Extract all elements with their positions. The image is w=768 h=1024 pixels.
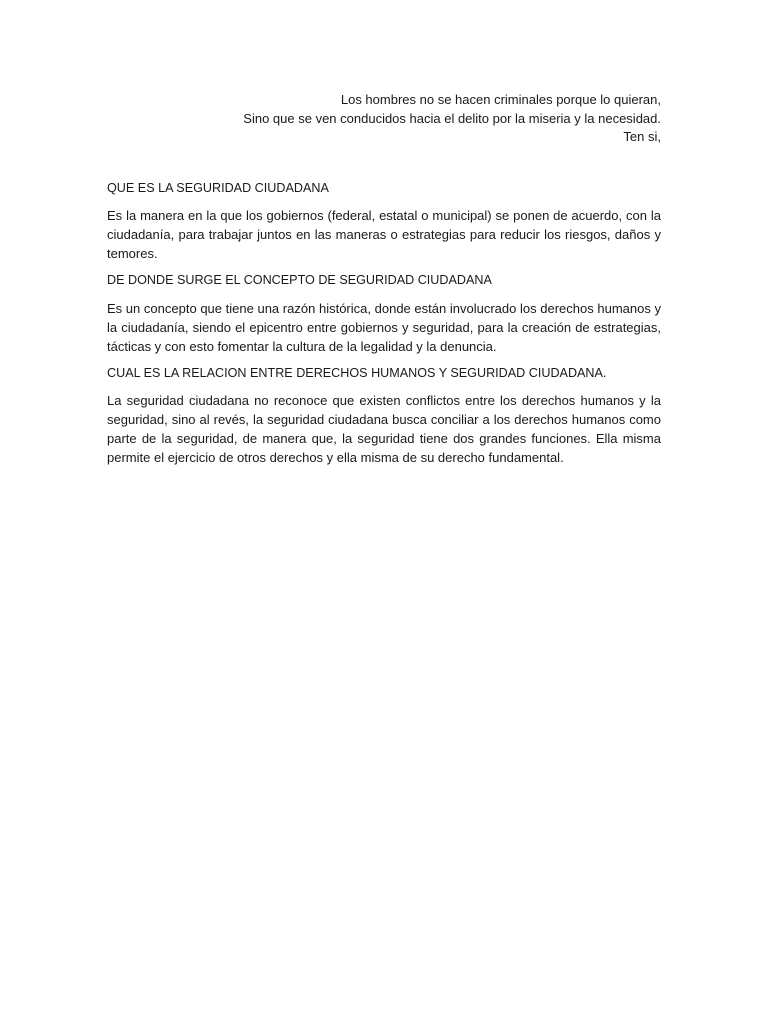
section-seguridad-ciudadana [107, 179, 661, 264]
epigraph-line-3: Ten si, [623, 129, 661, 144]
section-heading: DE DONDE SURGE EL CONCEPTO DE SEGURIDAD CIUDADANA [107, 273, 492, 287]
epigraph-line-1: Los hombres no se hacen criminales porque lo quieran, [340, 92, 661, 107]
section-paragraph: Es un concepto que tiene una razón histórica, donde están involucrado los derechos humanos y la ciudadanía, siendo el epicentro entre gobiernos y seguridad, para la creación de estrategias, tácticas y con esto fomentar la cultura de la legalidad y la denuncia. [107, 300, 661, 354]
section-paragraph: La seguridad ciudadana no reconoce que existen conflictos entre los derechos humanos y la seguridad, sino al revés, la seguridad ciudadana busca conciliar a los derechos humanos como parte de la seguridad, de manera que, la seguridad tiene dos grandes funciones. Ella misma permite el ejercicio de otros derechos y ella misma de su derecho fundamental. [107, 393, 661, 465]
section-heading: CUAL ES LA RELACION ENTRE DERECHOS HUMANOS Y SEGURIDAD CIUDADANA. [107, 365, 607, 380]
epigraph-quote [107, 91, 661, 147]
section-origen-concepto [107, 271, 661, 356]
section-relacion-derechos [107, 364, 661, 468]
section-paragraph: Es la manera en la que los gobiernos (federal, estatal o municipal) se ponen de acuerdo, con la ciudadanía, para trabajar juntos en las maneras o estrategias para reducir los riesgos, daños y temores. [107, 208, 661, 261]
epigraph-line-2: Sino que se ven conducidos hacia el delito por la miseria y la necesidad. [243, 110, 661, 126]
section-heading: QUE ES LA SEGURIDAD CIUDADANA [107, 180, 329, 195]
